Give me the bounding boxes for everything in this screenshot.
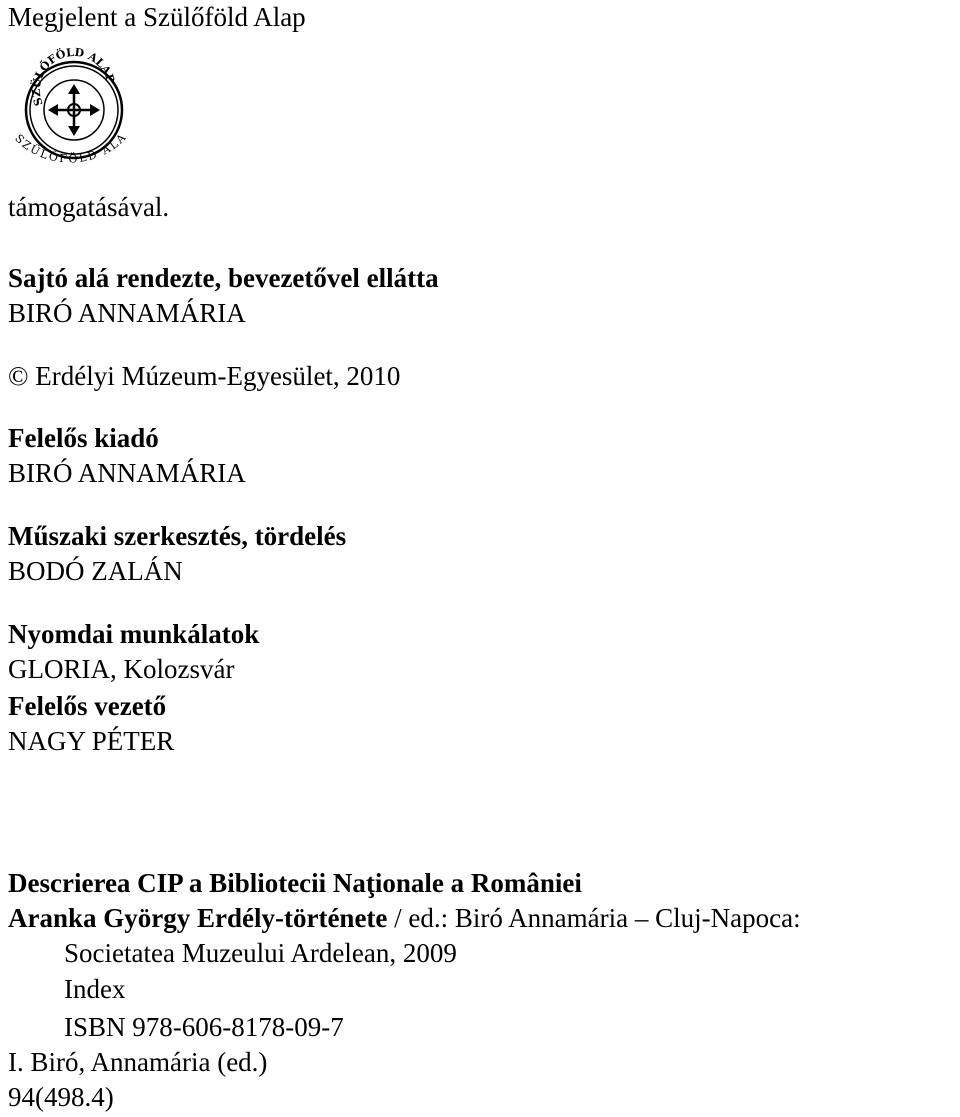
publisher-name: BIRÓ ANNAMÁRIA: [8, 458, 246, 488]
copyright-line: © Erdélyi Múzeum-Egyesület, 2010: [8, 361, 401, 391]
cip-publisher-line: Societatea Muzeului Ardelean, 2009: [64, 938, 457, 968]
cip-heading: Descrierea CIP a Bibliotecii Naţionale a României: [8, 868, 582, 898]
editor-name: BIRÓ ANNAMÁRIA: [8, 298, 246, 328]
printing-name: GLORIA, Kolozsvár: [8, 654, 235, 684]
typesetting-name: BODÓ ZALÁN: [8, 556, 183, 586]
printing-label: Nyomdai munkálatok: [8, 619, 260, 649]
cip-isbn-line: ISBN 978-606-8178-09-7: [64, 1012, 344, 1042]
published-line: Megjelent a Szülőföld Alap: [8, 2, 306, 32]
support-line: támogatásával.: [8, 192, 170, 222]
publisher-label: Felelős kiadó: [8, 423, 159, 453]
cip-author-line: I. Biró, Annamária (ed.): [8, 1047, 268, 1077]
cip-title-rest: / ed.: Biró Annamária – Cluj-Napoca:: [387, 903, 801, 933]
printing-manager-name: NAGY PÉTER: [8, 726, 175, 756]
seal-outer-text: SZÜLŐFÖLD ALA: [12, 129, 130, 166]
cip-classification: 94(498.4): [8, 1082, 114, 1112]
cip-index-line: Index: [64, 974, 126, 1004]
szulofold-alap-seal-icon: [6, 44, 134, 172]
seal-ring-text: SZÜLŐFÖLD ALAP: [29, 45, 118, 108]
cip-title-line: [8, 901, 801, 935]
typesetting-label: Műszaki szerkesztés, tördelés: [8, 521, 347, 551]
editor-label: Sajtó alá rendezte, bevezetővel ellátta: [8, 263, 439, 293]
cip-title: Aranka György Erdély-története: [8, 903, 388, 933]
printing-manager-label: Felelős vezető: [8, 691, 167, 721]
